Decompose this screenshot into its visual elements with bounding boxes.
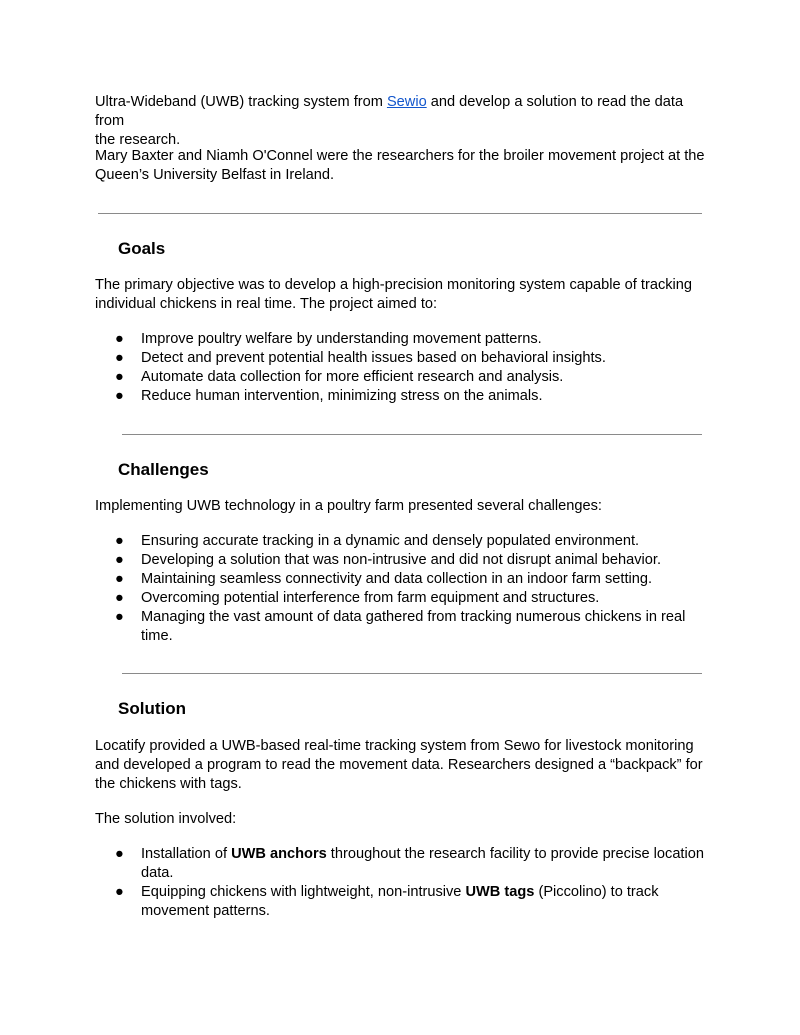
list-item: ● Detect and prevent potential health issues based on behavioral insights. bbox=[115, 350, 606, 366]
solution-list bbox=[95, 845, 710, 921]
challenges-heading: Challenges bbox=[118, 460, 209, 479]
bullet-icon: ● bbox=[115, 350, 124, 366]
sewio-link[interactable]: Sewio bbox=[386, 94, 427, 110]
challenges-paragraph: Implementing UWB technology in a poultry farm presented several challenges: bbox=[95, 498, 602, 514]
goals-paragraph: The primary objective was to develop a high-precision monitoring system capable of tracking individual chickens in real time. The project aimed to: bbox=[95, 277, 693, 312]
divider bbox=[122, 673, 702, 674]
bullet-icon: ● bbox=[115, 609, 124, 625]
bullet-icon: ● bbox=[115, 369, 124, 385]
bullet-icon: ● bbox=[115, 590, 124, 606]
list-item: ● Developing a solution that was non-intrusive and did not disrupt animal behavior. bbox=[115, 552, 662, 568]
divider bbox=[122, 434, 702, 435]
intro-paragraph-1 bbox=[95, 93, 710, 150]
bullet-icon: ● bbox=[115, 388, 124, 404]
solution-heading: Solution bbox=[118, 699, 186, 718]
bullet-icon: ● bbox=[115, 846, 124, 862]
intro-paragraph-2: Mary Baxter and Niamh O'Connel were the researchers for the broiler movement project at the Queen’s University Belfast in Ireland. bbox=[95, 148, 705, 183]
list-item: ● Equipping chickens with lightweight, non-intrusive UWB tags (Piccolino) to track movement patterns. bbox=[115, 884, 659, 919]
goals-heading: Goals bbox=[118, 239, 166, 258]
intro-text: the research. bbox=[95, 132, 181, 148]
list-item: ● Ensuring accurate tracking in a dynamic and densely populated environment. bbox=[115, 533, 640, 549]
solution-involved-text: The solution involved: bbox=[95, 811, 237, 827]
goals-list bbox=[95, 330, 710, 406]
intro-text: and develop a solution to read the data from bbox=[95, 94, 684, 129]
bullet-icon: ● bbox=[115, 552, 124, 568]
bullet-icon: ● bbox=[115, 571, 124, 587]
intro-text: Ultra-Wideband (UWB) tracking system from bbox=[95, 94, 387, 110]
divider bbox=[98, 213, 702, 214]
bullet-icon: ● bbox=[115, 533, 124, 549]
list-item: ● Maintaining seamless connectivity and data collection in an indoor farm setting. bbox=[115, 571, 653, 587]
list-item: ● Reduce human intervention, minimizing stress on the animals. bbox=[115, 388, 543, 404]
list-item: ● Installation of UWB anchors throughout the research facility to provide precise location data. bbox=[115, 846, 704, 881]
list-item: ● Automate data collection for more efficient research and analysis. bbox=[115, 369, 564, 385]
bullet-icon: ● bbox=[115, 884, 124, 900]
challenges-list bbox=[95, 532, 710, 646]
list-item: ● Managing the vast amount of data gathered from tracking numerous chickens in real time. bbox=[115, 609, 686, 644]
bullet-icon: ● bbox=[115, 331, 124, 347]
list-item: ● Overcoming potential interference from farm equipment and structures. bbox=[115, 590, 600, 606]
list-item: ● Improve poultry welfare by understanding movement patterns. bbox=[115, 331, 542, 347]
solution-paragraph: Locatify provided a UWB-based real-time tracking system from Sewo for livestock monitoring and developed a program to read the movement data. Researchers designed a “backpack” for the chickens with tags. bbox=[95, 738, 703, 792]
